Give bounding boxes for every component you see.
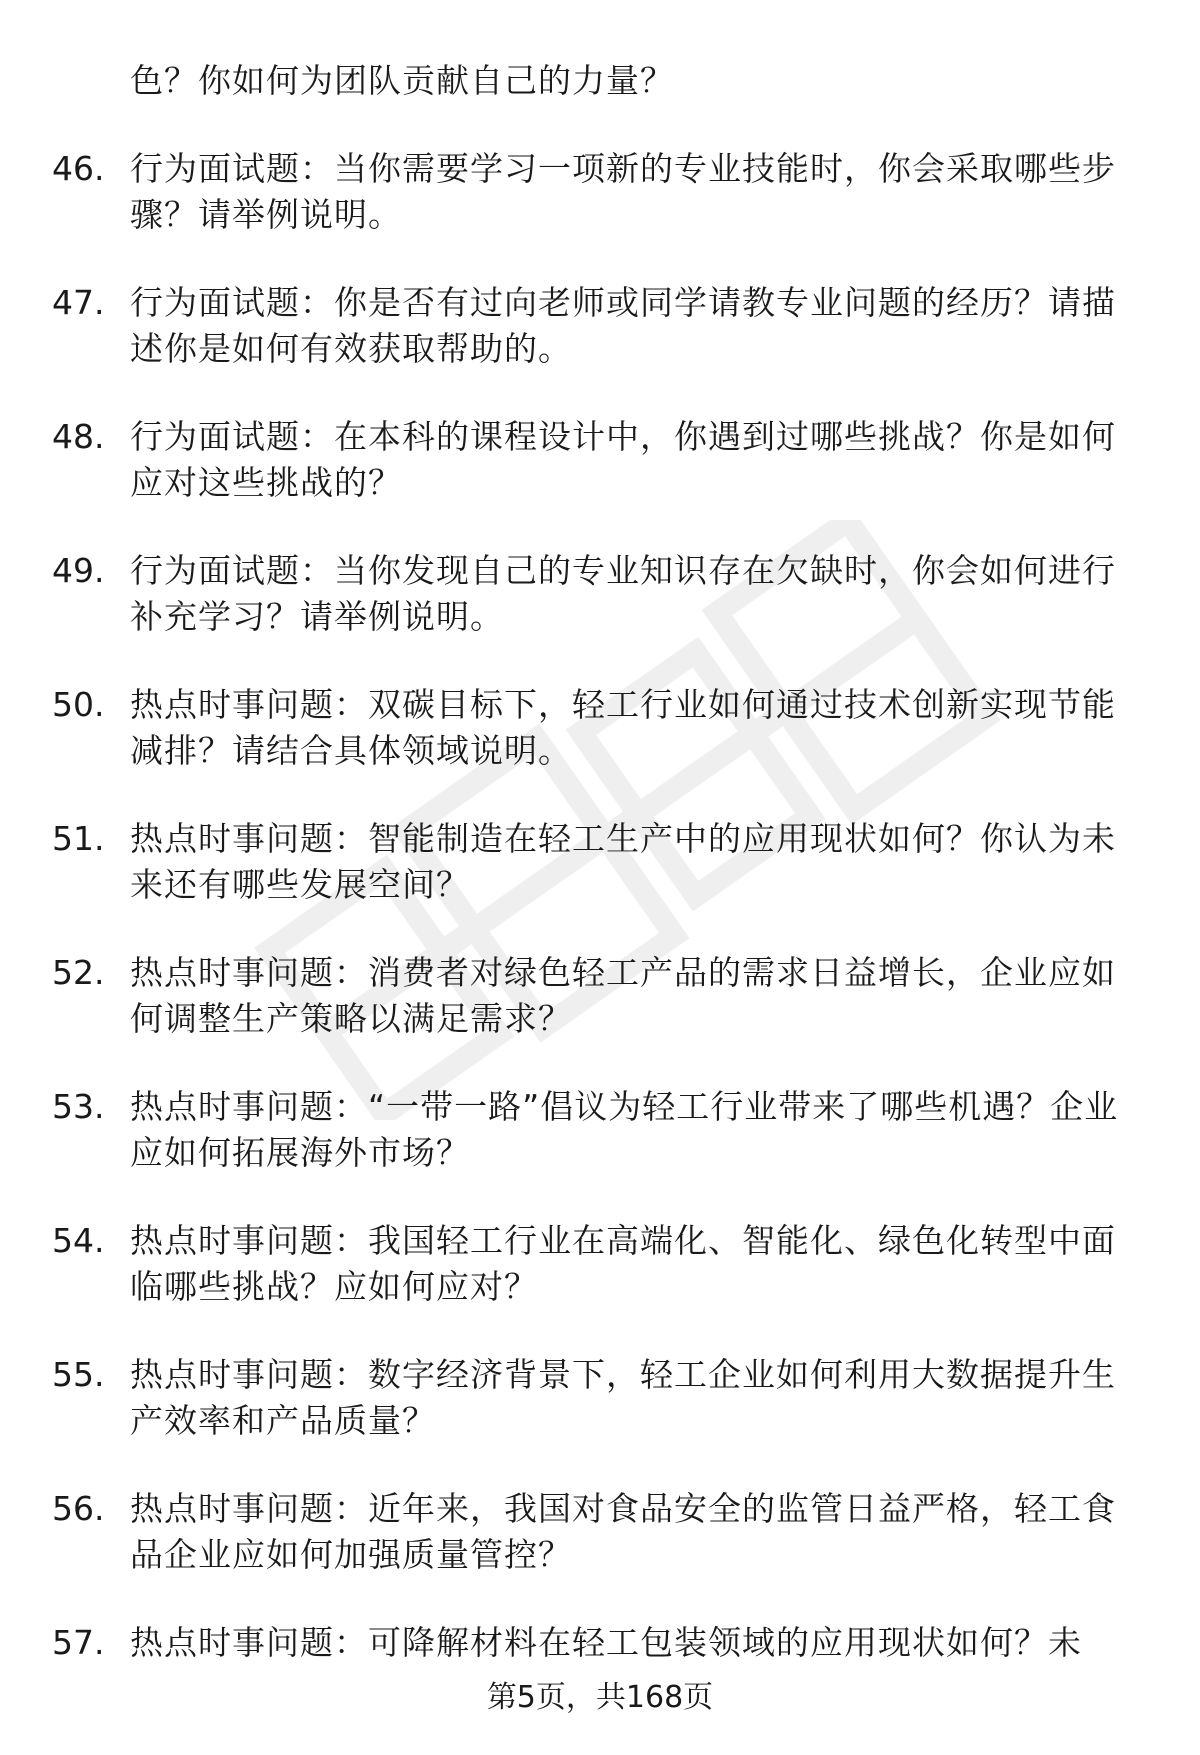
question-number: 51.: [52, 819, 105, 858]
question-number: 53.: [52, 1087, 105, 1126]
question-text: 热点时事问题：“一带一路”倡议为轻工行业带来了哪些机遇？企业应如何拓展海外市场？: [130, 1087, 1119, 1172]
list-item: [0, 1218, 1200, 1310]
list-item: [0, 1084, 1200, 1176]
continuation-text: 色？你如何为团队贡献自己的力量？: [130, 61, 674, 100]
question-text: 热点时事问题：可降解材料在轻工包装领域的应用现状如何？未: [130, 1623, 1082, 1662]
question-text: 热点时事问题：消费者对绿色轻工产品的需求日益增长，企业应如何调整生产策略以满足需求？: [130, 953, 1116, 1038]
list-item: [0, 414, 1200, 506]
question-number: 46.: [52, 149, 105, 188]
list-item: [0, 280, 1200, 372]
question-text: 热点时事问题：双碳目标下，轻工行业如何通过技术创新实现节能减排？请结合具体领域说明。: [130, 685, 1116, 770]
question-text: 热点时事问题：近年来，我国对食品安全的监管日益严格，轻工食品企业应如何加强质量管控？: [130, 1489, 1116, 1574]
question-list: [0, 146, 1200, 1712]
question-text: 热点时事问题：数字经济背景下，轻工企业如何利用大数据提升生产效率和产品质量？: [130, 1355, 1116, 1440]
list-item: [0, 146, 1200, 238]
question-number: 50.: [52, 685, 105, 724]
question-number: 57.: [52, 1623, 105, 1662]
list-item: [0, 1486, 1200, 1578]
list-item: [0, 682, 1200, 774]
list-item: [0, 816, 1200, 908]
list-item: [0, 548, 1200, 640]
question-text: 行为面试题：你是否有过向老师或同学请教专业问题的经历？请描述你是如何有效获取帮助的。: [130, 283, 1116, 368]
question-number: 47.: [52, 283, 105, 322]
list-item: [0, 1352, 1200, 1444]
question-text: 行为面试题：在本科的课程设计中，你遇到过哪些挑战？你是如何应对这些挑战的？: [130, 417, 1116, 502]
question-text: 热点时事问题：智能制造在轻工生产中的应用现状如何？你认为未来还有哪些发展空间？: [130, 819, 1116, 904]
question-text: 热点时事问题：我国轻工行业在高端化、智能化、绿色化转型中面临哪些挑战？应如何应对？: [130, 1221, 1116, 1306]
question-number: 49.: [52, 551, 105, 590]
question-number: 48.: [52, 417, 105, 456]
page-footer: 第5页，共168页: [486, 1680, 714, 1715]
question-content: [0, 58, 1200, 1754]
question-number: 52.: [52, 953, 105, 992]
question-number: 56.: [52, 1489, 105, 1528]
question-number: 55.: [52, 1355, 105, 1394]
list-item: [0, 950, 1200, 1042]
question-text: 行为面试题：当你发现自己的专业知识存在欠缺时，你会如何进行补充学习？请举例说明。: [130, 551, 1116, 636]
question-number: 54.: [52, 1221, 105, 1260]
question-text: 行为面试题：当你需要学习一项新的专业技能时，你会采取哪些步骤？请举例说明。: [130, 149, 1116, 234]
